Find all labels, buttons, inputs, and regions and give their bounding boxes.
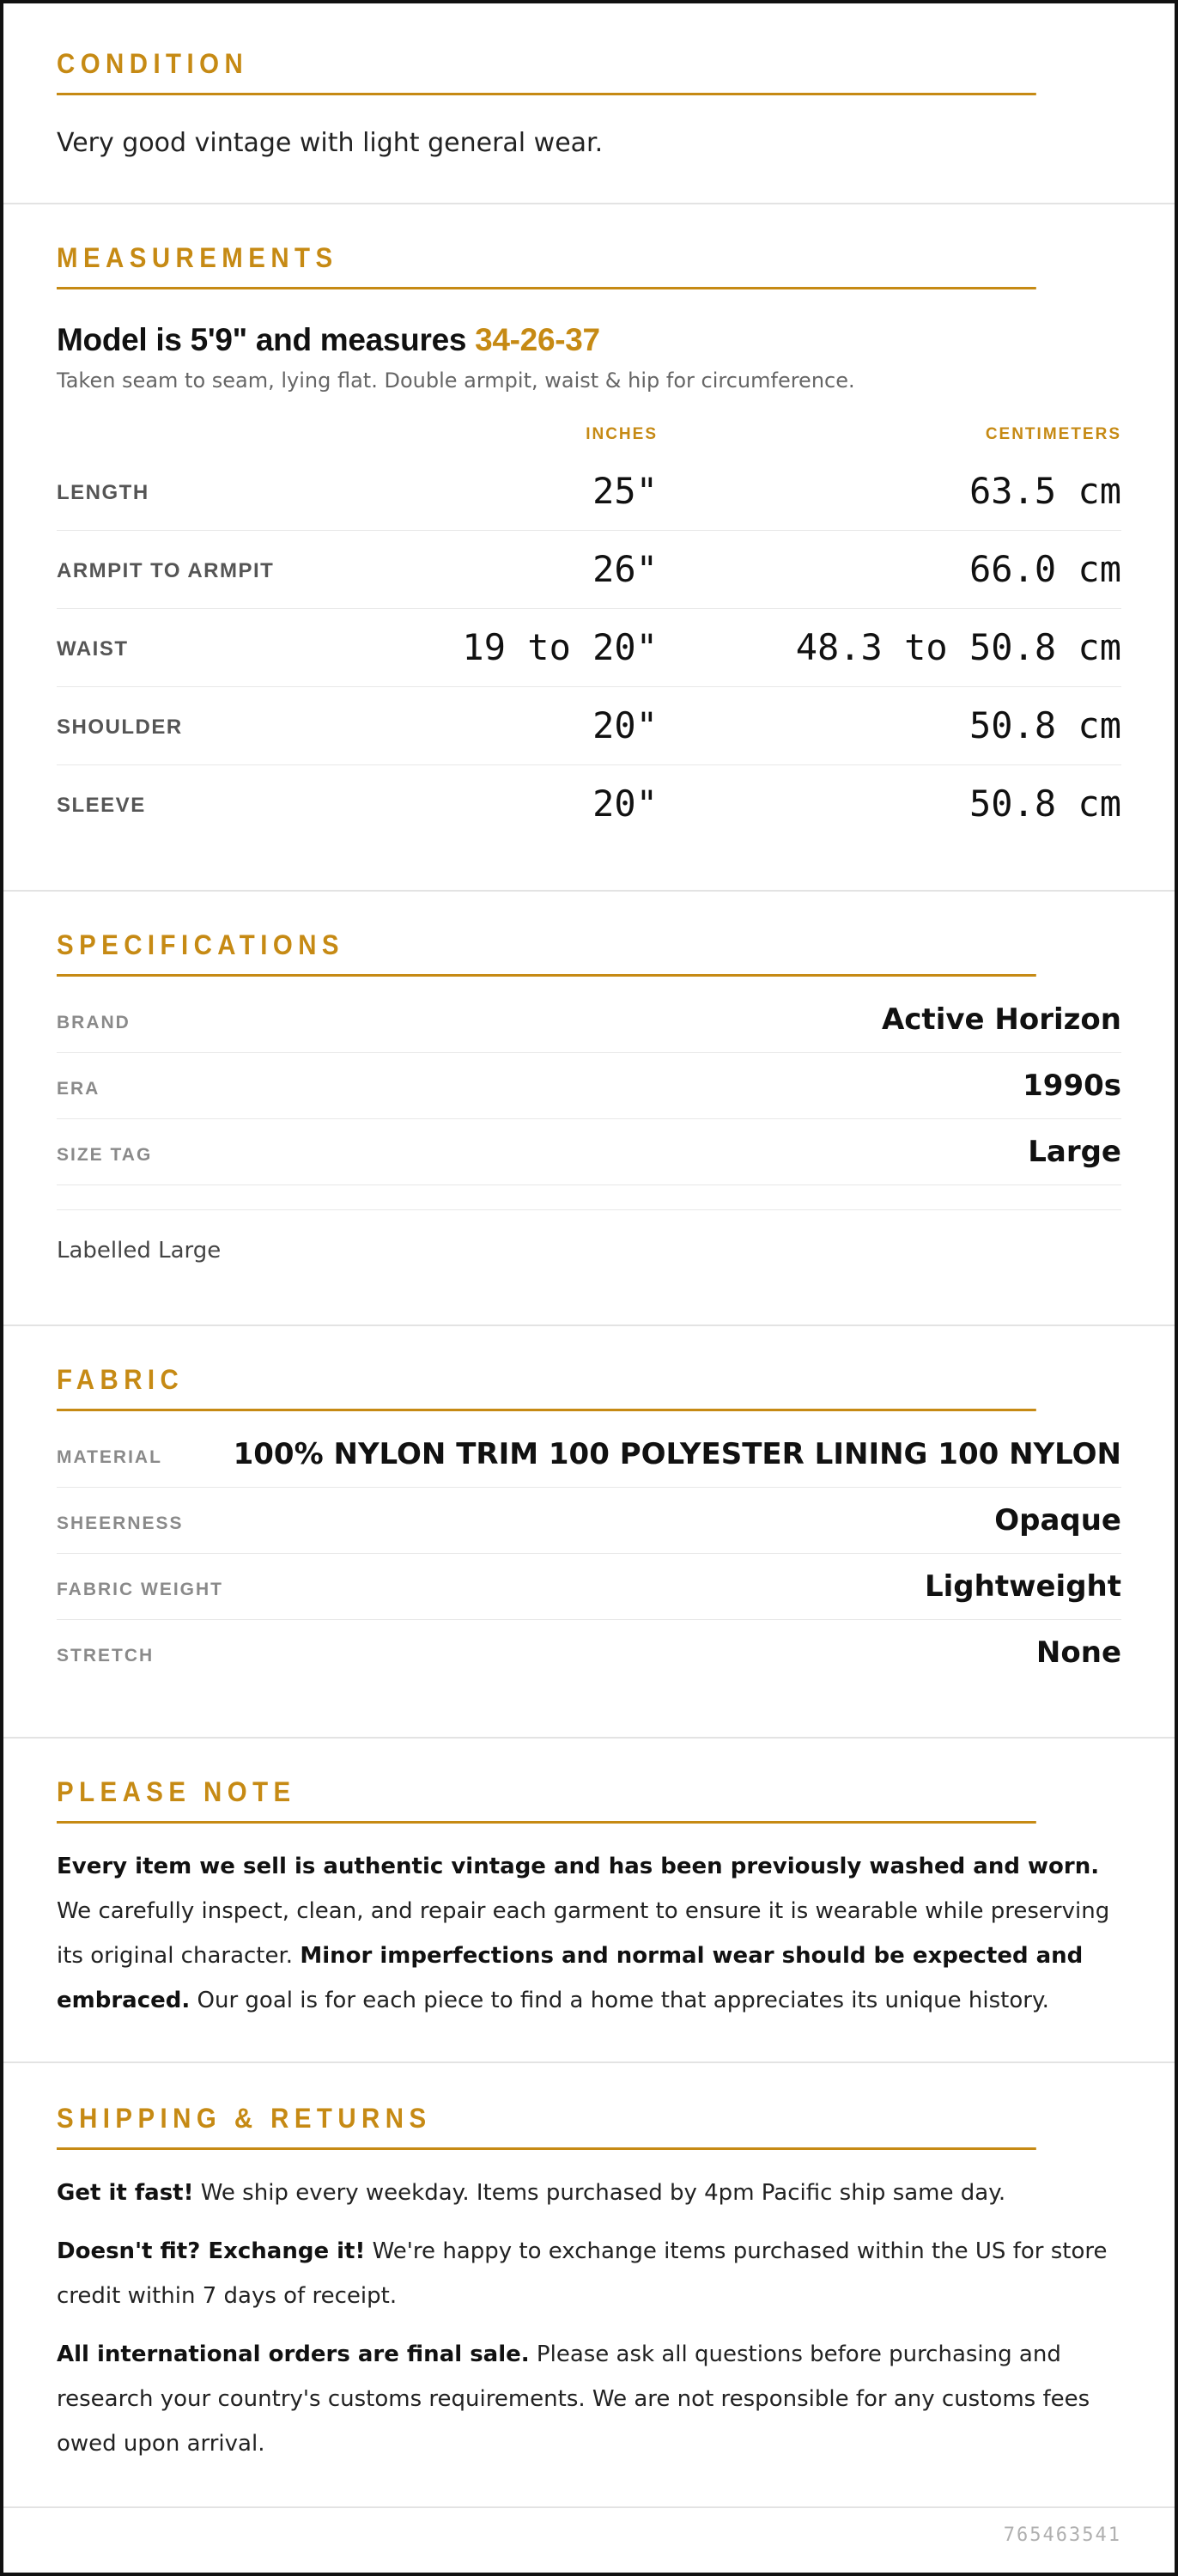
please-note-section	[3, 1775, 1175, 2063]
fabric-row-weight	[57, 1554, 1121, 1620]
please-note-text	[57, 1844, 1121, 2023]
measurement-label: ARMPIT TO ARMPIT	[57, 559, 275, 582]
shipping-paragraph-1	[57, 2171, 1121, 2215]
specifications-list	[57, 987, 1121, 1185]
shipping-text-1: We ship every weekday. Items purchased by 4pm Pacific ship same day.	[193, 2180, 1006, 2206]
measurement-label: SHOULDER	[57, 716, 183, 739]
fabric-list	[57, 1422, 1121, 1686]
model-prefix: Model is 5'9" and measures	[57, 322, 476, 357]
specifications-section	[3, 928, 1175, 1326]
shipping-title: SHIPPING & RETURNS	[57, 2101, 1036, 2150]
item-id: 765463541	[1003, 2524, 1121, 2546]
measurement-inches: 20"	[592, 783, 658, 825]
condition-title: CONDITION	[57, 46, 1036, 95]
condition-text: Very good vintage with light general wear.	[57, 128, 604, 158]
shipping-paragraph-2	[57, 2229, 1121, 2318]
measurement-row-sleeve	[57, 765, 1121, 843]
spec-value: Large	[1028, 1135, 1121, 1169]
fabric-value: Lightweight	[924, 1569, 1121, 1604]
spec-label: ERA	[57, 1079, 100, 1099]
measurements-header	[57, 418, 1121, 453]
shipping-text-2: We're happy to exchange items purchased within the US for store credit within 7 days of receipt.	[57, 2238, 1108, 2309]
measurements-subtitle: Taken seam to seam, lying flat. Double armpit, waist & hip for circumference.	[57, 368, 855, 393]
spec-row-size-tag	[57, 1119, 1121, 1185]
fabric-label: STRETCH	[57, 1646, 155, 1666]
measurement-label: SLEEVE	[57, 794, 146, 817]
measurement-row-armpit	[57, 531, 1121, 609]
fabric-title: FABRIC	[57, 1362, 1036, 1411]
fabric-value: None	[1035, 1635, 1121, 1670]
measurements-section	[3, 241, 1175, 892]
measurement-inches: 19 to 20"	[462, 626, 658, 668]
please-note-title: PLEASE NOTE	[57, 1775, 1036, 1824]
fabric-row-material	[57, 1422, 1121, 1488]
note-bold-2: Minor imperfections and normal wear should be expected and embraced.	[57, 1943, 1084, 2013]
measurements-title: MEASUREMENTS	[57, 241, 1036, 289]
fabric-label: MATERIAL	[57, 1447, 162, 1467]
measurement-cm: 50.8 cm	[969, 704, 1121, 746]
fabric-row-sheerness	[57, 1488, 1121, 1554]
fabric-label: SHEERNESS	[57, 1513, 184, 1533]
spec-label: SIZE TAG	[57, 1145, 153, 1165]
measurement-cm: 66.0 cm	[969, 548, 1121, 590]
measurement-cm: 48.3 to 50.8 cm	[795, 626, 1121, 668]
fabric-row-stretch	[57, 1620, 1121, 1686]
measurement-inches: 26"	[592, 548, 658, 590]
fabric-label: FABRIC WEIGHT	[57, 1580, 223, 1599]
spec-label: BRAND	[57, 1013, 131, 1032]
inches-column-header: INCHES	[586, 425, 658, 443]
shipping-section	[3, 2101, 1175, 2508]
measurements-table	[57, 453, 1121, 843]
spec-row-era	[57, 1053, 1121, 1119]
model-measures: 34-26-37	[475, 322, 600, 357]
spec-row-brand	[57, 987, 1121, 1053]
measurement-cm: 63.5 cm	[969, 470, 1121, 512]
fabric-section	[3, 1362, 1175, 1739]
measurement-row-waist	[57, 609, 1121, 687]
size-tag-note: Labelled Large	[57, 1209, 1121, 1264]
measurement-label: WAIST	[57, 637, 129, 661]
centimeters-column-header: CENTIMETERS	[985, 425, 1121, 443]
measurement-row-length	[57, 453, 1121, 531]
shipping-bold-2: Doesn't fit? Exchange it!	[57, 2238, 366, 2264]
note-text-2: Our goal is for each piece to find a home that appreciates its unique history.	[190, 1988, 1049, 2013]
model-info	[57, 322, 1121, 358]
measurement-cm: 50.8 cm	[969, 783, 1121, 825]
specifications-title: SPECIFICATIONS	[57, 928, 1036, 977]
note-text-1: We carefully inspect, clean, and repair each garment to ensure it is wearable while preserving its original character.	[57, 1898, 1110, 1969]
spec-value: Active Horizon	[881, 1002, 1121, 1037]
measurement-label: LENGTH	[57, 481, 149, 504]
fabric-value: 100% NYLON TRIM 100 POLYESTER LINING 100 NYLON	[233, 1437, 1121, 1471]
spec-value: 1990s	[1023, 1069, 1121, 1103]
shipping-bold-3: All international orders are final sale.	[57, 2342, 530, 2367]
shipping-bold-1: Get it fast!	[57, 2180, 194, 2206]
fabric-value: Opaque	[994, 1503, 1121, 1538]
shipping-paragraph-3	[57, 2332, 1121, 2466]
note-bold-1: Every item we sell is authentic vintage and has been previously washed and worn.	[57, 1854, 1100, 1879]
measurement-inches: 25"	[592, 470, 658, 512]
condition-section	[3, 46, 1175, 204]
measurement-inches: 20"	[592, 704, 658, 746]
measurement-row-shoulder	[57, 687, 1121, 765]
shipping-text-3: Please ask all questions before purchasing and research your country's customs requirements. We are not responsible for any customs fees owed upon arrival.	[57, 2342, 1090, 2457]
